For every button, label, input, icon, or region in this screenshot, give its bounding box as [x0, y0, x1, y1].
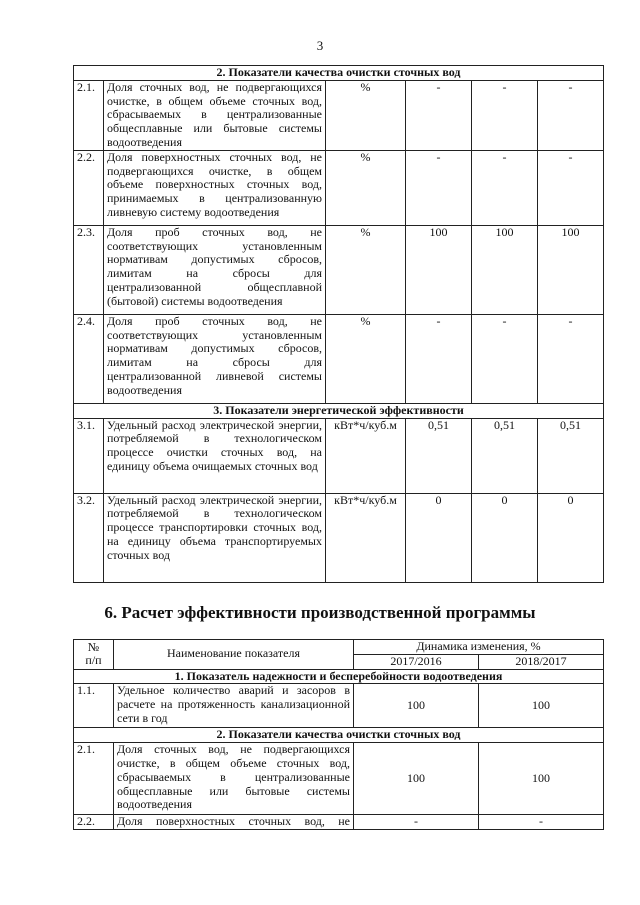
section-header: 3. Показатели энергетической эффективности — [74, 403, 604, 418]
value-cell: - — [406, 314, 472, 403]
table-row — [74, 314, 604, 403]
unit: % — [326, 150, 406, 225]
value-cell: 0,51 — [472, 418, 538, 493]
indicator-name: Доля сточных вод, не подвергающихся очистке, в общем объеме сточных вод, сбрасываемых в централизованные общесплавные или бытовые системы водоотведения — [114, 743, 354, 815]
section-header: 2. Показатели качества очистки сточных вод — [74, 728, 604, 743]
value-cell: - — [538, 150, 604, 225]
dynamics-cell: 100 — [479, 743, 604, 815]
dynamics-cell: - — [354, 815, 479, 830]
col-number-header: № п/п — [74, 640, 114, 670]
value-cell: - — [406, 150, 472, 225]
table-row — [74, 684, 604, 728]
header-row — [74, 640, 604, 655]
value-cell: 0 — [538, 493, 604, 582]
dynamics-cell: 100 — [354, 684, 479, 728]
row-number: 2.1. — [74, 80, 104, 150]
indicator-name: Удельный расход электрической энергии, потребляемой в технологическом процессе транспортировки сточных вод, на единицу объема транспортируемых сточных вод — [104, 493, 326, 582]
dynamics-cell: 100 — [354, 743, 479, 815]
table-row — [74, 80, 604, 150]
col-dynamics-header: Динамика изменения, % — [354, 640, 604, 655]
value-cell: 0,51 — [406, 418, 472, 493]
page-number: 3 — [316, 38, 324, 53]
row-number: 2.2. — [74, 815, 114, 830]
section-header: 1. Показатель надежности и бесперебойности водоотведения — [74, 669, 604, 684]
value-cell: 0 — [472, 493, 538, 582]
value-cell: 0 — [406, 493, 472, 582]
value-cell: - — [472, 80, 538, 150]
row-number: 3.1. — [74, 418, 104, 493]
value-cell: - — [472, 314, 538, 403]
col-name-header: Наименование показателя — [114, 640, 354, 670]
indicator-name: Доля проб сточных вод, не соответствующих установленным нормативам допустимых сбросов, лимитам на сбросы для централизованной ливневой системы водоотведения — [104, 314, 326, 403]
efficiency-table — [73, 639, 604, 830]
indicator-name: Доля сточных вод, не подвергающихся очистке, в общем объеме сточных вод, сбрасываемых в централизованные общесплавные или бытовые системы водоотведения — [104, 80, 326, 150]
section-header: 2. Показатели качества очистки сточных вод — [74, 66, 604, 81]
row-number: 2.3. — [74, 225, 104, 314]
table-row — [74, 150, 604, 225]
dynamics-cell: 100 — [479, 684, 604, 728]
unit: % — [326, 314, 406, 403]
value-cell: 0,51 — [538, 418, 604, 493]
indicator-name: Доля поверхностных сточных вод, не — [114, 815, 354, 830]
value-cell: 100 — [538, 225, 604, 314]
col-year-header: 2018/2017 — [479, 654, 604, 669]
unit: кВт*ч/куб.м — [326, 418, 406, 493]
indicator-name: Удельный расход электрической энергии, потребляемой в технологическом процессе очистки сточных вод, на единицу объема очищаемых сточных вод — [104, 418, 326, 493]
section-heading: 6. Расчет эффективности производственной программы — [104, 603, 536, 622]
value-cell: - — [538, 80, 604, 150]
unit: кВт*ч/куб.м — [326, 493, 406, 582]
row-number: 2.4. — [74, 314, 104, 403]
dynamics-cell: - — [479, 815, 604, 830]
row-number: 1.1. — [74, 684, 114, 728]
value-cell: 100 — [406, 225, 472, 314]
table-row — [74, 815, 604, 830]
value-cell: 100 — [472, 225, 538, 314]
unit: % — [326, 80, 406, 150]
unit: % — [326, 225, 406, 314]
indicator-name: Удельное количество аварий и засоров в расчете на протяженность канализационной сети в год — [114, 684, 354, 728]
table-row — [74, 493, 604, 582]
table-row — [74, 225, 604, 314]
col-year-header: 2017/2016 — [354, 654, 479, 669]
indicator-name: Доля поверхностных сточных вод, не подвергающихся очистке, в общем объеме поверхностных сточных вод, принимаемых в централизованную ливневую систему водоотведения — [104, 150, 326, 225]
indicators-table — [73, 65, 604, 583]
value-cell: - — [538, 314, 604, 403]
row-number: 2.2. — [74, 150, 104, 225]
table-row — [74, 743, 604, 815]
value-cell: - — [472, 150, 538, 225]
indicator-name: Доля проб сточных вод, не соответствующих установленным нормативам допустимых сбросов, лимитам на сбросы для централизованной общесплавной (бытовой) системы водоотведения — [104, 225, 326, 314]
table-row — [74, 418, 604, 493]
row-number: 2.1. — [74, 743, 114, 815]
value-cell: - — [406, 80, 472, 150]
row-number: 3.2. — [74, 493, 104, 582]
